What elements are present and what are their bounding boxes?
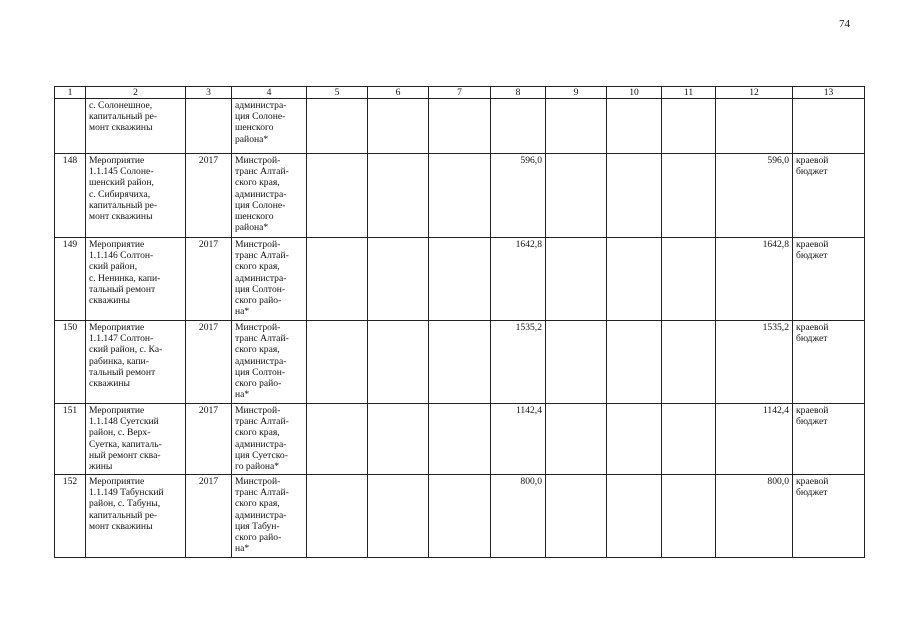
cell-col7 bbox=[429, 238, 491, 321]
cell-source: краевой бюджет bbox=[793, 475, 865, 558]
cell-col12 bbox=[716, 99, 793, 154]
cell-source: краевой бюджет bbox=[793, 404, 865, 475]
cell-col10 bbox=[607, 321, 662, 404]
cell-col9 bbox=[546, 154, 607, 238]
cell-year bbox=[186, 99, 232, 154]
cell-description: с. Солонешное, капитальный ре- монт скважины bbox=[86, 99, 186, 154]
cell-num: 152 bbox=[55, 475, 86, 558]
cell-description: Мероприятие 1.1.145 Солоне- шенский район, с. Сибирячиха, капитальный ре- монт скважины bbox=[86, 154, 186, 238]
header-row bbox=[55, 87, 865, 99]
cell-num bbox=[55, 99, 86, 154]
table-row bbox=[55, 321, 865, 404]
cell-col11 bbox=[662, 404, 716, 475]
cell-year: 2017 bbox=[186, 404, 232, 475]
cell-col6 bbox=[368, 238, 429, 321]
col-header-13: 13 bbox=[793, 87, 865, 99]
table-row bbox=[55, 475, 865, 558]
cell-col11 bbox=[662, 321, 716, 404]
cell-col8: 1142,4 bbox=[491, 404, 546, 475]
cell-num: 149 bbox=[55, 238, 86, 321]
cell-col6 bbox=[368, 154, 429, 238]
cell-col7 bbox=[429, 154, 491, 238]
table-row bbox=[55, 154, 865, 238]
cell-col10 bbox=[607, 404, 662, 475]
cell-col7 bbox=[429, 404, 491, 475]
cell-col6 bbox=[368, 321, 429, 404]
cell-col8 bbox=[491, 99, 546, 154]
cell-col7 bbox=[429, 321, 491, 404]
page-number: 74 bbox=[839, 18, 850, 30]
cell-col10 bbox=[607, 238, 662, 321]
cell-year: 2017 bbox=[186, 154, 232, 238]
cell-executor: Минстрой- транс Алтай- ского края, администра- ция Солтон- ского райо- на* bbox=[232, 321, 307, 404]
cell-description: Мероприятие 1.1.149 Табунский район, с. Табуны, капитальный ре- монт скважины bbox=[86, 475, 186, 558]
cell-col10 bbox=[607, 99, 662, 154]
cell-col9 bbox=[546, 475, 607, 558]
cell-col11 bbox=[662, 238, 716, 321]
cell-description: Мероприятие 1.1.148 Суетский район, с. Верх- Суетка, капиталь- ный ремонт сква- жины bbox=[86, 404, 186, 475]
col-header-6: 6 bbox=[368, 87, 429, 99]
cell-year: 2017 bbox=[186, 238, 232, 321]
cell-col9 bbox=[546, 404, 607, 475]
cell-col10 bbox=[607, 475, 662, 558]
cell-col6 bbox=[368, 404, 429, 475]
cell-source: краевой бюджет bbox=[793, 154, 865, 238]
cell-executor: Минстрой- транс Алтай- ского края, администра- ция Суетско- го района* bbox=[232, 404, 307, 475]
cell-executor: Минстрой- транс Алтай- ского края, администра- ция Солтон- ского райо- на* bbox=[232, 238, 307, 321]
col-header-10: 10 bbox=[607, 87, 662, 99]
cell-col9 bbox=[546, 238, 607, 321]
cell-col7 bbox=[429, 99, 491, 154]
cell-col8: 1642,8 bbox=[491, 238, 546, 321]
cell-num: 151 bbox=[55, 404, 86, 475]
table-row-continuation bbox=[55, 99, 865, 154]
cell-executor: администра- ция Солоне- шенского района* bbox=[232, 99, 307, 154]
cell-col5 bbox=[307, 321, 368, 404]
cell-col5 bbox=[307, 404, 368, 475]
cell-executor: Минстрой- транс Алтай- ского края, администра- ция Солоне- шенского района* bbox=[232, 154, 307, 238]
col-header-12: 12 bbox=[716, 87, 793, 99]
cell-col10 bbox=[607, 154, 662, 238]
col-header-7: 7 bbox=[429, 87, 491, 99]
cell-source bbox=[793, 99, 865, 154]
cell-col12: 800,0 bbox=[716, 475, 793, 558]
col-header-8: 8 bbox=[491, 87, 546, 99]
col-header-2: 2 bbox=[86, 87, 186, 99]
cell-col12: 1642,8 bbox=[716, 238, 793, 321]
cell-col11 bbox=[662, 475, 716, 558]
table-row bbox=[55, 238, 865, 321]
cell-col9 bbox=[546, 321, 607, 404]
cell-col6 bbox=[368, 99, 429, 154]
cell-source: краевой бюджет bbox=[793, 321, 865, 404]
cell-num: 148 bbox=[55, 154, 86, 238]
cell-description: Мероприятие 1.1.146 Солтон- ский район, с. Ненинка, капи- тальный ремонт скважины bbox=[86, 238, 186, 321]
cell-executor: Минстрой- транс Алтай- ского края, администра- ция Табун- ского райо- на* bbox=[232, 475, 307, 558]
cell-source: краевой бюджет bbox=[793, 238, 865, 321]
col-header-3: 3 bbox=[186, 87, 232, 99]
cell-col6 bbox=[368, 475, 429, 558]
cell-col7 bbox=[429, 475, 491, 558]
budget-table bbox=[54, 86, 865, 558]
cell-col12: 596,0 bbox=[716, 154, 793, 238]
cell-year: 2017 bbox=[186, 321, 232, 404]
cell-col8: 1535,2 bbox=[491, 321, 546, 404]
cell-col11 bbox=[662, 154, 716, 238]
cell-col9 bbox=[546, 99, 607, 154]
table-row bbox=[55, 404, 865, 475]
cell-col11 bbox=[662, 99, 716, 154]
cell-num: 150 bbox=[55, 321, 86, 404]
cell-col5 bbox=[307, 154, 368, 238]
col-header-5: 5 bbox=[307, 87, 368, 99]
col-header-11: 11 bbox=[662, 87, 716, 99]
cell-col5 bbox=[307, 475, 368, 558]
col-header-9: 9 bbox=[546, 87, 607, 99]
cell-col5 bbox=[307, 99, 368, 154]
cell-col12: 1535,2 bbox=[716, 321, 793, 404]
cell-col8: 596,0 bbox=[491, 154, 546, 238]
cell-year: 2017 bbox=[186, 475, 232, 558]
col-header-1: 1 bbox=[55, 87, 86, 99]
cell-col5 bbox=[307, 238, 368, 321]
cell-col12: 1142,4 bbox=[716, 404, 793, 475]
cell-description: Мероприятие 1.1.147 Солтон- ский район, с. Ка- рабинка, капи- тальный ремонт скважины bbox=[86, 321, 186, 404]
cell-col8: 800,0 bbox=[491, 475, 546, 558]
col-header-4: 4 bbox=[232, 87, 307, 99]
